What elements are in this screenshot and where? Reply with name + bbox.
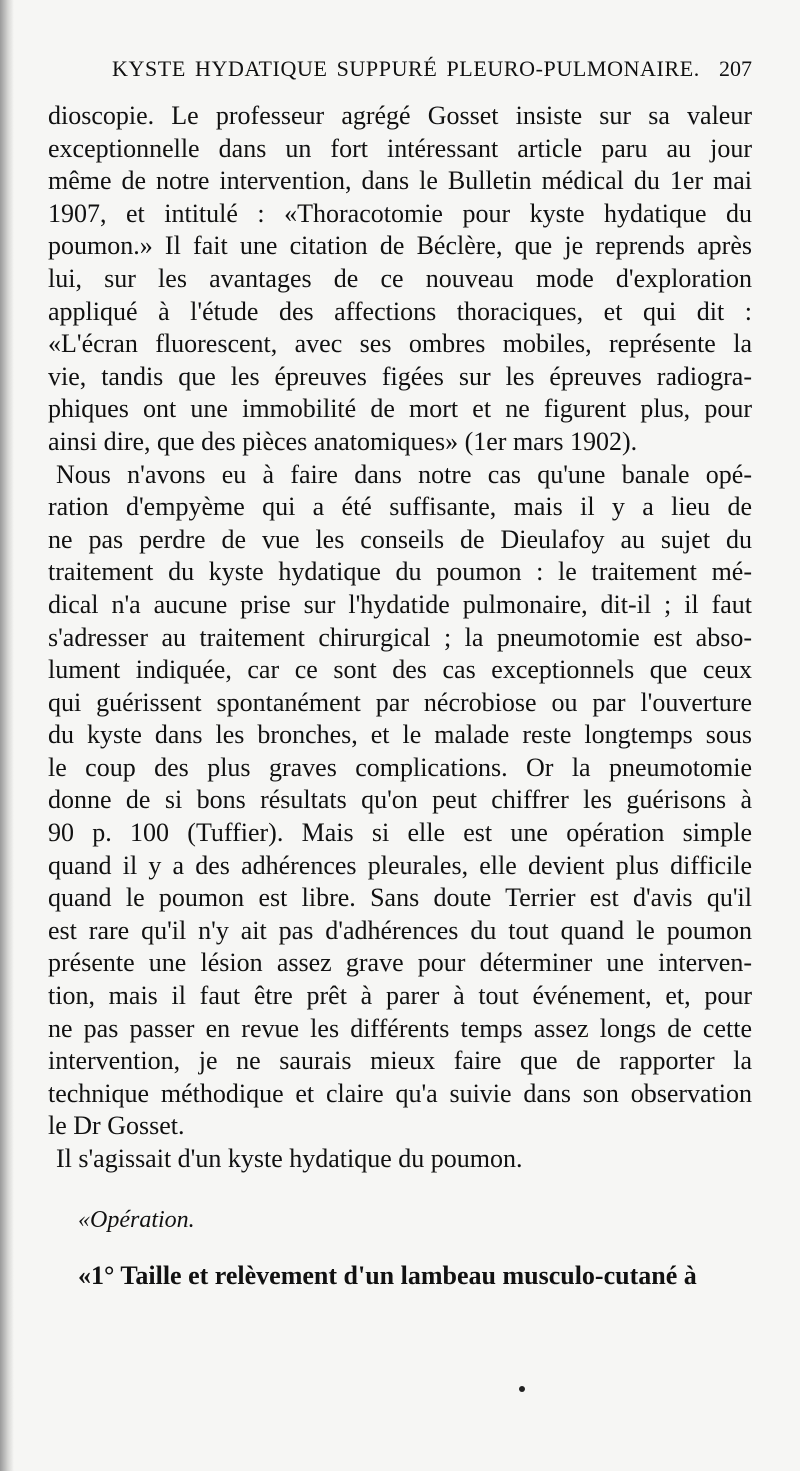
text-line: vie, tandis que les épreuves figées sur les épreuves radiogra- xyxy=(48,361,752,391)
text-line: ne pas passer en revue les différents temps assez longs de cette xyxy=(48,1013,752,1043)
ink-speck xyxy=(519,1386,525,1392)
page-header xyxy=(112,56,760,96)
text-line: présente une lésion assez grave pour déterminer une interven- xyxy=(48,948,752,978)
operation-heading: «Opération. xyxy=(78,1206,195,1233)
text-line: ne pas perdre de vue les conseils de Dieulafoy au sujet du xyxy=(48,524,752,554)
text-line: exceptionnelle dans un fort intéressant article paru au jour xyxy=(48,133,752,163)
text-line: Nous n'avons eu à faire dans notre cas qu'une banale opé- xyxy=(56,459,752,489)
body-text xyxy=(48,100,752,1298)
running-title: KYSTE HYDATIQUE SUPPURÉ PLEURO-PULMONAIRE. xyxy=(112,56,700,81)
paragraph-1 xyxy=(48,100,752,459)
text-line: traitement du kyste hydatique du poumon : le traitement mé- xyxy=(48,557,752,587)
text-line: 1907, et intitulé : «Thoracotomie pour kyste hydatique du xyxy=(48,198,752,228)
text-line: lui, sur les avantages de ce nouveau mode d'exploration xyxy=(48,263,752,293)
text-line: Il s'agissait d'un kyste hydatique du poumon. xyxy=(56,1144,523,1173)
text-line: poumon.» Il fait une citation de Béclère, que je reprends après xyxy=(48,231,752,261)
text-line: est rare qu'il n'y ait pas d'adhérences du tout quand le poumon xyxy=(48,915,752,945)
paragraph-2 xyxy=(48,459,752,1143)
text-line: phiques ont une immobilité de mort et ne figurent plus, pour xyxy=(48,394,752,424)
paragraph-3 xyxy=(48,1143,752,1176)
step-1-line: «1° Taille et relèvement d'un lambeau musculo-cutané à xyxy=(78,1260,697,1290)
page-number: 207 xyxy=(719,56,752,81)
text-line: technique méthodique et claire qu'a suivie dans son observation xyxy=(48,1078,752,1108)
text-line: le coup des plus graves complications. Or la pneumotomie xyxy=(48,752,752,782)
text-line: ration d'empyème qui a été suffisante, mais il y a lieu de xyxy=(48,492,752,522)
text-line: lument indiquée, car ce sont des cas exceptionnels que ceux xyxy=(48,655,752,685)
text-line: quand le poumon est libre. Sans doute Terrier est d'avis qu'il xyxy=(48,883,752,913)
text-line: du kyste dans les bronches, et le malade reste longtemps sous xyxy=(48,720,752,750)
text-line: dical n'a aucune prise sur l'hydatide pulmonaire, dit-il ; il faut xyxy=(48,589,752,619)
text-line: 90 p. 100 (Tuffier). Mais si elle est une opération simple xyxy=(48,818,752,848)
text-line: le Dr Gosset. xyxy=(48,1111,185,1141)
text-line: appliqué à l'étude des affections thoraciques, et qui dit : xyxy=(48,296,752,326)
text-line: même de notre intervention, dans le Bulletin médical du 1er mai xyxy=(48,166,752,196)
text-line: donne de si bons résultats qu'on peut chiffrer les guérisons à xyxy=(48,785,752,815)
text-line: «L'écran fluorescent, avec ses ombres mobiles, représente la xyxy=(48,329,752,359)
text-line: dioscopie. Le professeur agrégé Gosset insiste sur sa valeur xyxy=(48,101,752,130)
text-line: quand il y a des adhérences pleurales, elle devient plus difficile xyxy=(48,850,752,880)
text-line: tion, mais il faut être prêt à parer à tout événement, et, pour xyxy=(48,981,752,1011)
text-line: qui guérissent spontanément par nécrobiose ou par l'ouverture xyxy=(48,687,752,717)
page-binding-edge xyxy=(0,0,14,1471)
text-line: intervention, je ne saurais mieux faire que de rapporter la xyxy=(48,1046,752,1076)
text-line: s'adresser au traitement chirurgical ; la pneumotomie est abso- xyxy=(48,622,752,652)
text-line: ainsi dire, que des pièces anatomiques» (1er mars 1902). xyxy=(48,426,638,456)
